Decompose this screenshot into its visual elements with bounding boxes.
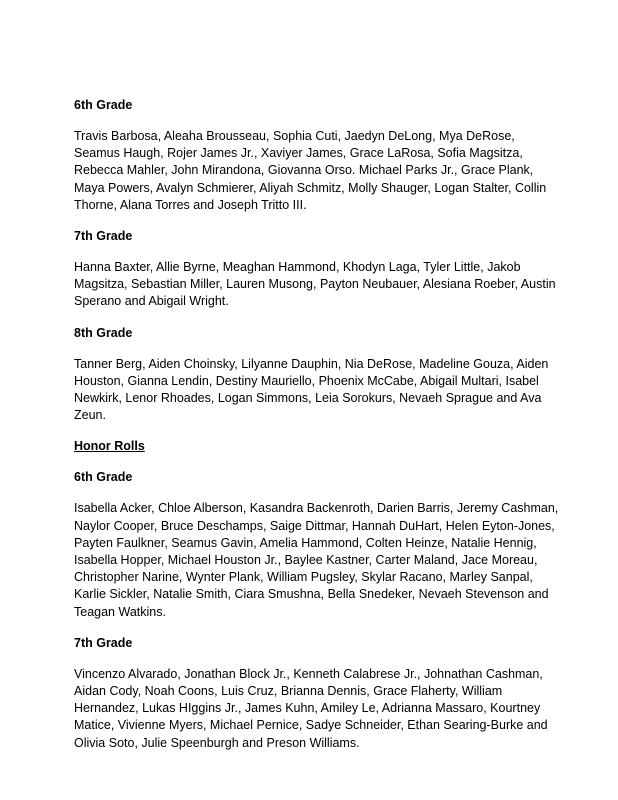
name-list-8th-grade (74, 356, 574, 425)
section-heading-7th-grade: 7th Grade (74, 229, 133, 244)
text-line: Teagan Watkins. (74, 604, 166, 619)
honor-heading-7th-grade: 7th Grade (74, 635, 133, 650)
section-heading-8th-grade: 8th Grade (74, 325, 133, 340)
text-line: Sperano and Abigail Wright. (74, 294, 229, 309)
text-line: Vincenzo Alvarado, Jonathan Block Jr., Kenneth Calabrese Jr., Johnathan Cashman, (74, 666, 543, 681)
text-line: Seamus Haugh, Rojer James Jr., Xaviyer James, Grace LaRosa, Sofia Magsitza, (74, 146, 523, 161)
text-line: Isabella Acker, Chloe Alberson, Kasandra Backenroth, Darien Barris, Jeremy Cashman, (74, 501, 559, 516)
text-line: Naylor Cooper, Bruce Deschamps, Saige Dittmar, Hannah DuHart, Helen Eyton-Jones, (74, 518, 555, 533)
text-line: Travis Barbosa, Aleaha Brousseau, Sophia Cuti, Jaedyn DeLong, Mya DeRose, (74, 129, 515, 143)
text-line: Tanner Berg, Aiden Choinsky, Lilyanne Dauphin, Nia DeRose, Madeline Gouza, Aiden (74, 356, 549, 371)
text-line: Thorne, Alana Torres and Joseph Tritto III. (74, 197, 307, 212)
text-line: Rebecca Mahler, John Mirandona, Giovanna Orso. Michael Parks Jr., Grace Plank, (74, 163, 534, 178)
name-list-7th-grade (74, 259, 574, 311)
text-line: Hanna Baxter, Allie Byrne, Meaghan Hammond, Khodyn Laga, Tyler Little, Jakob (74, 260, 521, 275)
text-line: Newkirk, Lenor Rhoades, Logan Simmons, Leia Sorokurs, Nevaeh Sprague and Ava (74, 391, 542, 406)
text-line: Isabella Hopper, Michael Houston Jr., Baylee Kastner, Carter Maland, Jace Moreau, (74, 553, 538, 568)
document-page (74, 97, 574, 752)
honor-name-list-6th-grade (74, 500, 574, 620)
text-line: Matice, Vivienne Myers, Michael Pernice, Sadye Schneider, Ethan Searing-Burke and (74, 718, 548, 733)
text-line: Zeun. (74, 408, 106, 423)
text-line: Maya Powers, Avalyn Schmierer, Aliyah Schmitz, Molly Shauger, Logan Stalter, Collin (74, 180, 547, 195)
text-line: Payten Faulkner, Seamus Gavin, Amelia Hammond, Colten Heinze, Natalie Hennig, (74, 535, 537, 550)
text-line: Houston, Gianna Lendin, Destiny Mauriello, Phoenix McCabe, Abigail Multari, Isabel (74, 373, 539, 388)
honor-name-list-7th-grade (74, 666, 574, 752)
text-line: Magsitza, Sebastian Miller, Lauren Musong, Payton Neubauer, Alesiana Roeber, Austin (74, 277, 556, 292)
name-list-6th-grade (74, 128, 574, 214)
text-line: Karlie Sickler, Natalie Smith, Ciara Smushna, Bella Snedeker, Nevaeh Stevenson and (74, 587, 549, 602)
section-heading-6th-grade: 6th Grade (74, 98, 133, 112)
text-line: Hernandez, Lukas HIggins Jr., James Kuhn, Amiley Le, Adrianna Massaro, Kourtney (74, 701, 541, 716)
honor-heading-6th-grade: 6th Grade (74, 470, 133, 485)
text-line: Aidan Cody, Noah Coons, Luis Cruz, Brianna Dennis, Grace Flaherty, William (74, 684, 503, 699)
honor-rolls-title: Honor Rolls (74, 439, 145, 454)
text-line: Olivia Soto, Julie Speenburgh and Preson Williams. (74, 735, 360, 750)
text-line: Christopher Narine, Wynter Plank, William Pugsley, Skylar Racano, Marley Sanpal, (74, 570, 533, 585)
